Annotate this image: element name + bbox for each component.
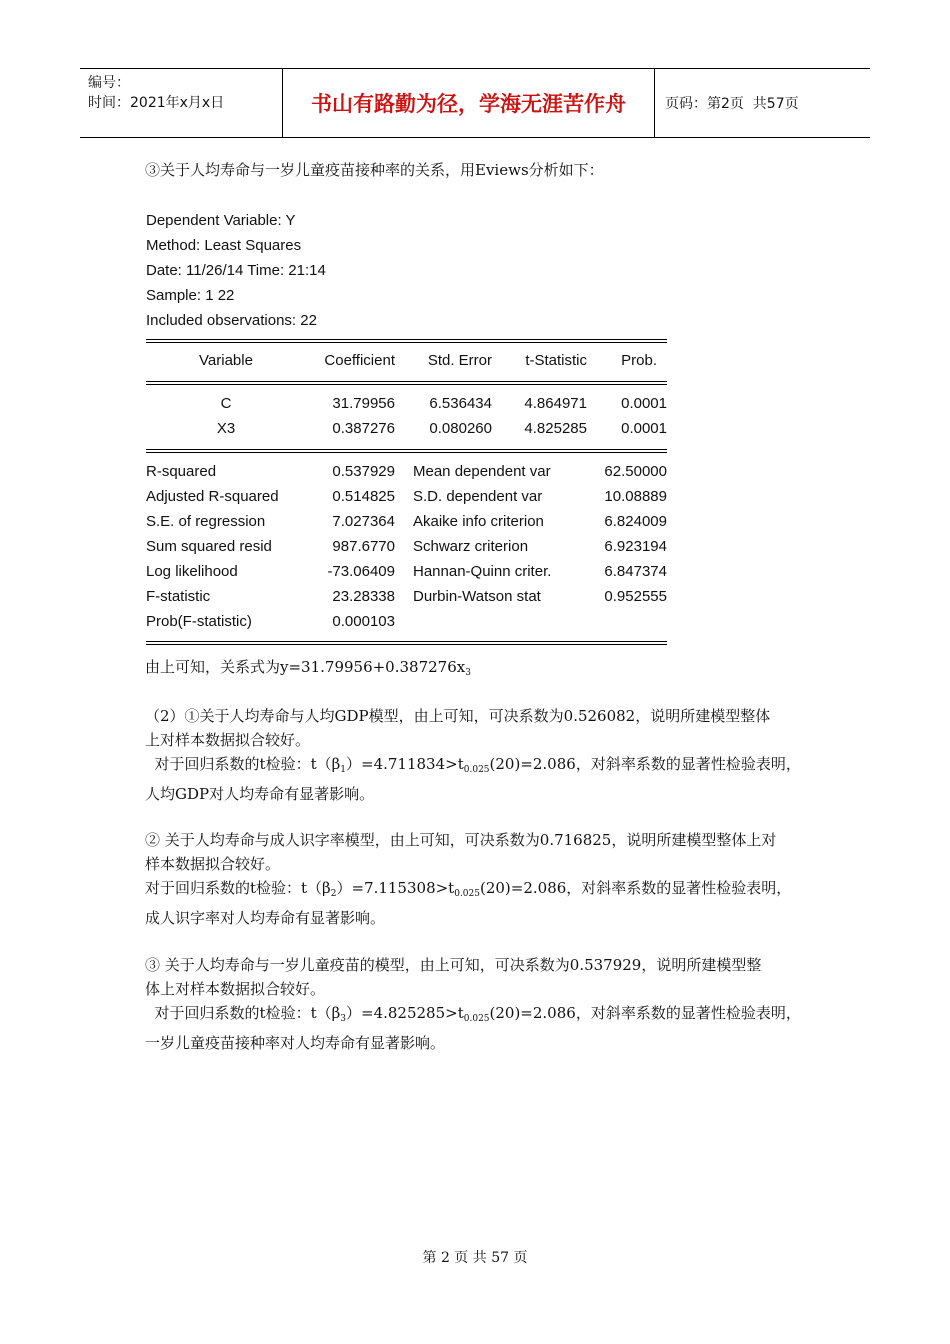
t-test-subscript: 0.025 [463, 1014, 490, 1024]
t-test-text: (20)=2.086，对斜率系数的显著性检验表明， [489, 1004, 801, 1022]
stat-value: 6.847374 [604, 563, 667, 580]
stat-label: Akaike info criterion [413, 513, 544, 530]
coefficient-table-header [146, 352, 667, 377]
stat-label: Hannan-Quinn criter. [413, 563, 552, 580]
stat-value: 62.50000 [604, 463, 667, 480]
t-test-subscript: 0.025 [463, 765, 490, 775]
t-test-subscript: 0.025 [454, 889, 480, 899]
relation-subscript: 3 [465, 668, 471, 678]
gdp-t-test-line [145, 752, 815, 782]
prob-value: 0.0001 [621, 395, 667, 412]
t-test-text: 对于回归系数的t检验：t（β [145, 755, 341, 773]
header-page-info [655, 69, 870, 137]
statistics-row [146, 588, 667, 613]
column-header-variable: Variable [199, 352, 253, 369]
stat-value: 0.537929 [332, 463, 395, 480]
literacy-t-test-line [145, 876, 815, 906]
table-top-rule [146, 339, 667, 343]
variable-name: C [220, 395, 232, 412]
statistics-row [146, 488, 667, 513]
stat-label: Durbin-Watson stat [413, 588, 541, 605]
t-test-text: ）=4.825285>t [346, 1004, 464, 1022]
t-test-text: (20)=2.086，对斜率系数的显著性检验表明， [479, 879, 792, 897]
vaccine-model-paragraph [145, 953, 815, 1055]
table-header-rule [146, 381, 667, 385]
t-test-subscript: 2 [330, 889, 337, 899]
gdp-model-paragraph [145, 704, 815, 806]
table-bottom-rule [146, 641, 667, 645]
stat-label: Sum squared resid [146, 538, 272, 555]
stat-value: 10.08889 [604, 488, 667, 505]
relation-equation [145, 655, 815, 685]
coefficient-value: 31.79956 [332, 395, 395, 412]
eviews-sample: Sample: 1 22 [146, 287, 235, 304]
vaccine-model-line: 一岁儿童疫苗接种率对人均寿命有显著影响。 [145, 1034, 446, 1052]
eviews-date: Date: 11/26/14 Time: 21:14 [146, 262, 326, 279]
gdp-model-line: 人均GDP对人均寿命有显著影响。 [145, 785, 375, 803]
t-test-text: ）=7.115308>t [336, 879, 455, 897]
table-row [146, 395, 667, 420]
literacy-model-line: ② 关于人均寿命与成人识字率模型，由上可知，可决系数为0.716825，说明所建模型整体上对 [145, 831, 777, 849]
t-test-subscript: 3 [340, 1014, 346, 1024]
t-statistic-value: 4.864971 [524, 395, 587, 412]
table-row [146, 420, 667, 445]
statistics-row [146, 613, 667, 638]
stat-value: 0.514825 [332, 488, 395, 505]
stat-label: F-statistic [146, 588, 211, 605]
page-header [80, 68, 870, 138]
t-test-text: 对于回归系数的t检验：t（β [145, 1004, 341, 1022]
statistics-row [146, 513, 667, 538]
statistics-row [146, 563, 667, 588]
literacy-model-line: 样本数据拟合较好。 [145, 855, 281, 873]
eviews-dependent-variable: Dependent Variable: Y [146, 212, 296, 229]
stat-value: 0.952555 [604, 588, 667, 605]
std-error-value: 0.080260 [429, 420, 492, 437]
header-motto: 书山有路勤为径，学海无涯苦作舟 [282, 69, 655, 137]
column-header-prob: Prob. [621, 352, 657, 369]
stat-value: 23.28338 [332, 588, 395, 605]
stat-label: Schwarz criterion [413, 538, 529, 555]
eviews-included-observations: Included observations: 22 [146, 312, 317, 329]
stat-label: Prob(F-statistic) [146, 613, 252, 630]
document-date-label: 时间：2021年x月x日 [88, 95, 225, 111]
stat-value: 0.000103 [332, 613, 395, 630]
gdp-model-line: （2）①关于人均寿命与人均GDP模型，由上可知，可决系数为0.526082，说明所建模型整体 [145, 707, 771, 725]
intro-paragraph: ③关于人均寿命与一岁儿童疫苗接种率的关系，用Eviews分析如下： [145, 161, 604, 179]
std-error-value: 6.536434 [429, 395, 492, 412]
stat-value: 987.6770 [332, 538, 395, 555]
stat-label: S.E. of regression [146, 513, 266, 530]
column-header-t-statistic: t-Statistic [525, 352, 587, 369]
t-test-text: ）=4.711834>t [346, 755, 464, 773]
document-number-label: 编号： [88, 75, 130, 91]
literacy-model-line: 成人识字率对人均寿命有显著影响。 [145, 909, 386, 927]
stat-label: Log likelihood [146, 563, 238, 580]
statistics-row [146, 463, 667, 488]
stat-value: 6.923194 [604, 538, 667, 555]
stat-value: 7.027364 [332, 513, 395, 530]
table-middle-rule [146, 449, 667, 453]
t-test-text: (20)=2.086，对斜率系数的显著性检验表明， [489, 755, 801, 773]
eviews-method: Method: Least Squares [146, 237, 302, 254]
t-test-subscript: 1 [340, 765, 346, 775]
column-header-std-error: Std. Error [427, 352, 492, 369]
vaccine-model-line: 体上对样本数据拟合较好。 [145, 980, 326, 998]
literacy-model-paragraph [145, 828, 815, 930]
stat-label: Adjusted R-squared [146, 488, 279, 505]
gdp-model-line: 上对样本数据拟合较好。 [145, 731, 311, 749]
stat-label: Mean dependent var [413, 463, 551, 480]
coefficient-value: 0.387276 [332, 420, 395, 437]
stat-label: R-squared [146, 463, 217, 480]
statistics-row [146, 538, 667, 563]
page-footer: 第 2 页 共 57 页 [422, 1250, 528, 1266]
t-statistic-value: 4.825285 [524, 420, 587, 437]
vaccine-model-line: ③ 关于人均寿命与一岁儿童疫苗的模型，由上可知，可决系数为0.537929，说明所建模型整 [145, 956, 762, 974]
prob-value: 0.0001 [621, 420, 667, 437]
relation-text: 由上可知，关系式为y=31.79956+0.387276x [145, 658, 466, 676]
stat-label: S.D. dependent var [413, 488, 543, 505]
variable-name: X3 [216, 420, 236, 437]
header-page-label: 页码：第2页 共57页 [665, 96, 799, 112]
header-left [80, 69, 282, 137]
t-test-text: 对于回归系数的t检验：t（β [145, 879, 331, 897]
stat-value: -73.06409 [327, 563, 395, 580]
vaccine-t-test-line [145, 1001, 815, 1031]
stat-value: 6.824009 [604, 513, 667, 530]
column-header-coefficient: Coefficient [324, 352, 395, 369]
